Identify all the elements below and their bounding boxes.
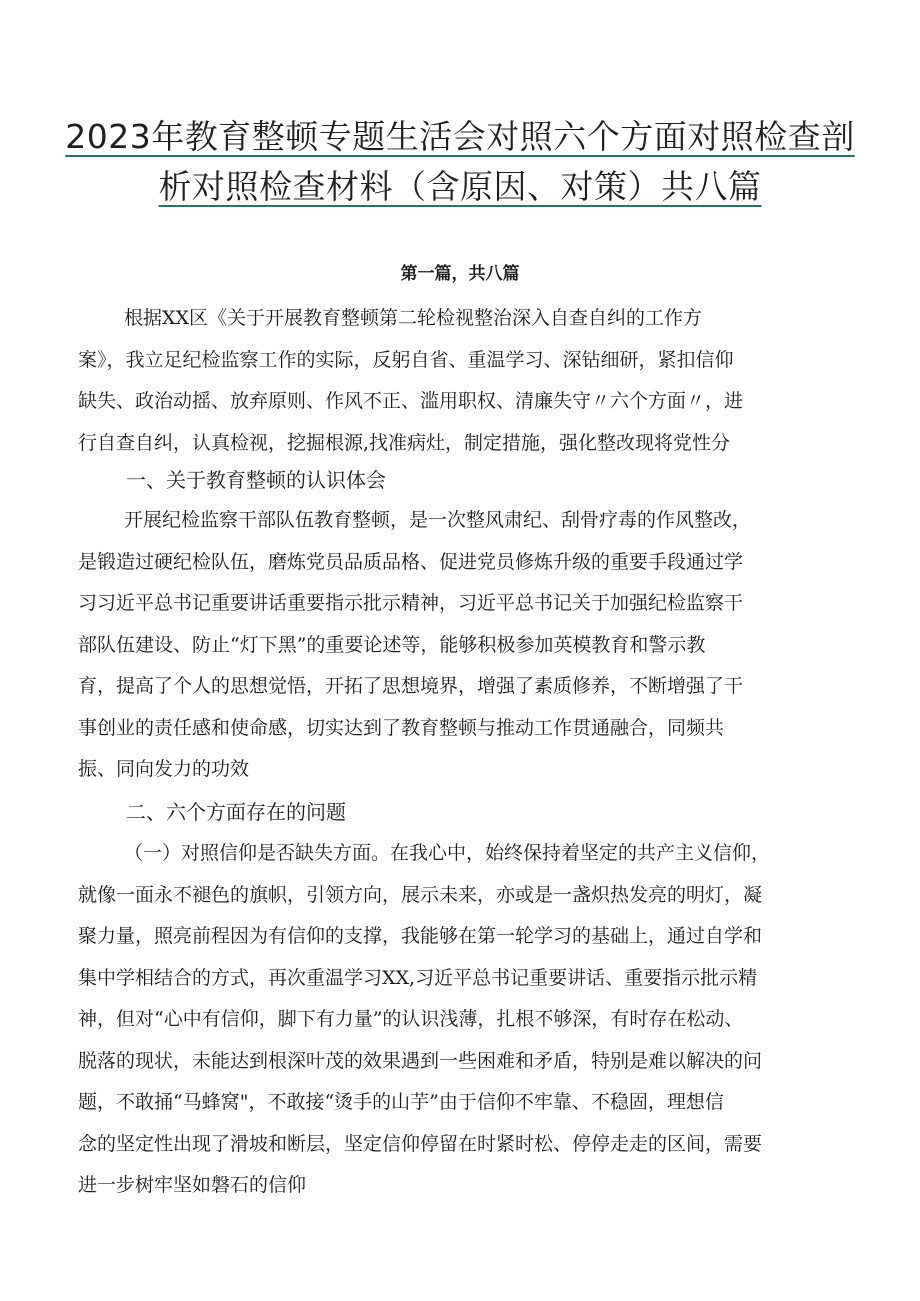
text-line: 振、同向发力的功效 [78,758,250,780]
text-line: 缺失、政治动摇、放弃原则、作风不正、滥用职权、清廉失守〃六个方面〃，进 [78,390,744,412]
section2-paragraph [78,833,858,1207]
text-line: 案》，我立足纪检监察工作的实际，反躬自省、重温学习、深钻细研，紧扣信仰 [78,348,734,371]
part-subtitle: 第一篇，共八篇 [400,264,520,284]
section1-paragraph [78,500,858,791]
text-line: 进一步树牢坚如磐石的信仰 [78,1174,307,1196]
text-line: 就像一面永不褪色的旗帜，引领方向，展示未来，亦或是一盏炽热发亮的明灯，凝 [78,883,763,906]
text-line: 育，提高了个人的思想觉悟，开拓了思想境界，增强了素质修养，不断增强了干 [78,675,744,697]
text-line: 根据XX区《关于开展教育整顿第二轮检视整治深入自查自纠的工作方 [124,307,703,329]
text-line: 是锻造过硬纪检队伍，磨炼党员品质品格、促进党员修炼升级的重要手段通过学 [78,550,744,573]
section-heading-2 [78,797,858,827]
text-line: 神，但对“心中有信仰，脚下有力量”的认识浅薄，扎根不够深，有时存在松动、 [78,1008,744,1030]
text-line: 开展纪检监察干部队伍教育整顿，是一次整风肃纪、刮骨疗毒的作风整改， [124,509,752,531]
title-line: 2023年教育整顿专题生活会对照六个方面对照检查剖 [65,117,855,156]
section-heading-text: 一、关于教育整顿的认识体会 [126,468,386,492]
text-line: 念的坚定性出现了滑坡和断层，坚定信仰停留在时紧时松、停停走走的区间，需要 [78,1132,763,1155]
section-heading-1 [78,465,858,495]
text-line: 事创业的责任感和使命感，切实达到了教育整顿与推动工作贯通融合，同频共 [78,716,725,739]
text-line: 集中学相结合的方式，再次重温学习XX,习近平总书记重要讲话、重要指示批示精 [78,966,758,989]
text-line: 脱落的现状，未能达到根深叶茂的效果遇到一些困难和矛盾，特别是难以解决的问 [78,1049,763,1072]
document-title [60,112,860,212]
text-line: 题，不敢捅“马蜂窝"，不敢接“烫手的山芋”由于信仰不牢靠、不稳固，理想信 [78,1091,724,1113]
intro-paragraph [78,298,858,464]
text-line: 习习近平总书记重要讲话重要指示批示精神，习近平总书记关于加强纪检监察干 [78,592,744,614]
text-line: 部队伍建设、防止“灯下黑”的重要论述等，能够积极参加英模教育和警示教 [78,633,706,656]
text-line: 聚力量，照亮前程因为有信仰的支撑，我能够在第一轮学习的基础上，通过自学和 [78,925,763,947]
text-line: （一）对照信仰是否缺失方面。在我心中，始终保持着坚定的共产主义信仰， [124,842,771,864]
section-heading-text: 二、六个方面存在的问题 [126,800,346,824]
title-line: 析对照检查材料（含原因、对策）共八篇 [158,167,762,206]
text-line: 行自查自纠，认真检视，挖掘根源,找准病灶，制定措施，强化整改现将党性分 [78,431,731,454]
